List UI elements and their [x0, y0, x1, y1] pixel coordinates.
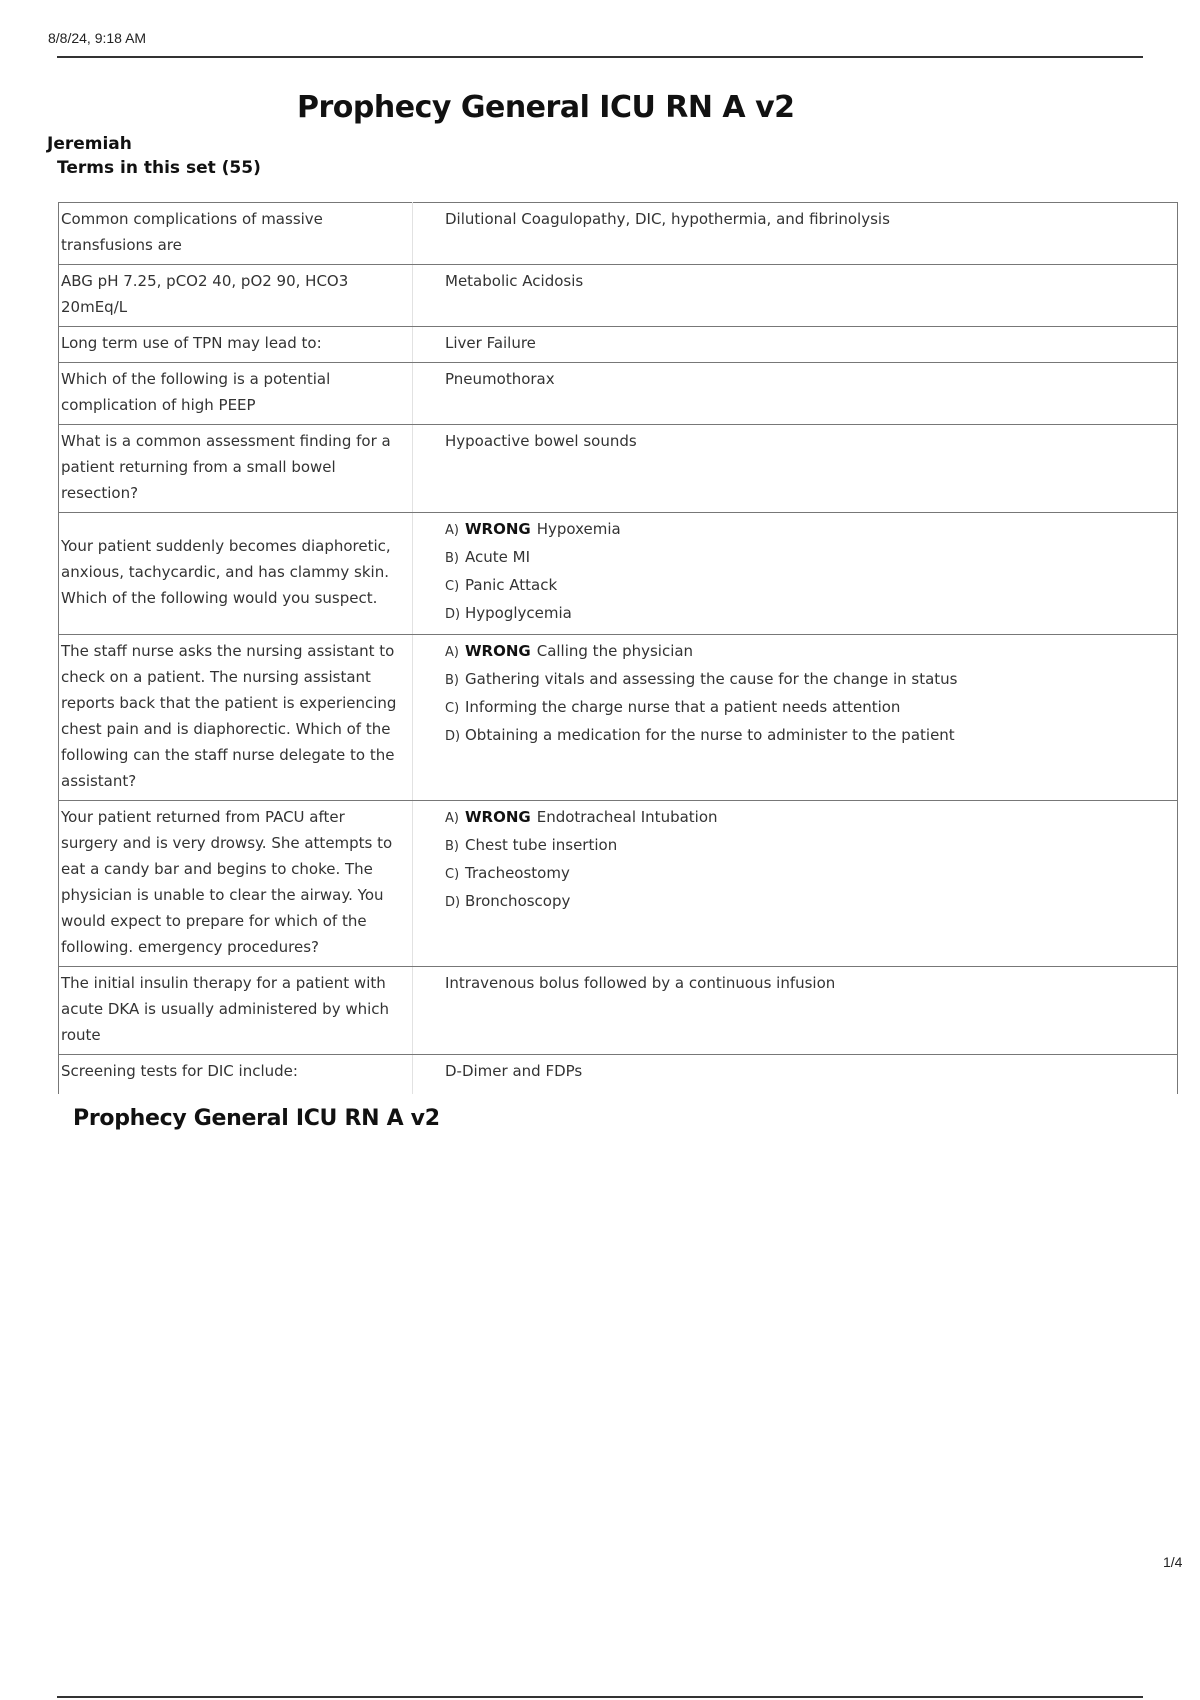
option-letter: A) [445, 645, 459, 660]
table-row [59, 967, 1178, 1055]
term-cell: Common complications of massive transfusions are [59, 203, 413, 265]
answer-option [445, 638, 1177, 666]
wrong-flag: WRONG [465, 808, 531, 826]
table-row [59, 513, 1178, 635]
answer-option [445, 804, 1177, 832]
answer-option [445, 832, 1177, 860]
option-text: Bronchoscopy [465, 892, 571, 910]
term-cell: What is a common assessment finding for a patient returning from a small bowel resection? [59, 425, 413, 513]
definition-cell: Pneumothorax [413, 363, 1178, 425]
option-text: Informing the charge nurse that a patient needs attention [465, 698, 901, 716]
footer-divider [57, 1696, 1143, 1698]
term-cell: Screening tests for DIC include: [59, 1055, 413, 1095]
answer-option [445, 600, 1177, 628]
definition-cell: Intravenous bolus followed by a continuous infusion [413, 967, 1178, 1055]
answer-option [445, 572, 1177, 600]
definition-cell: Hypoactive bowel sounds [413, 425, 1178, 513]
table-row [59, 203, 1178, 265]
table-row [59, 635, 1178, 801]
term-cell: Long term use of TPN may lead to: [59, 327, 413, 363]
option-letter: B) [445, 551, 459, 566]
table-row [59, 265, 1178, 327]
answer-option [445, 722, 1177, 750]
wrong-flag: WRONG [465, 642, 531, 660]
option-text: Acute MI [465, 548, 530, 566]
table-row [59, 363, 1178, 425]
option-text: Hypoxemia [536, 520, 621, 538]
term-cell: ABG pH 7.25, pCO2 40, pO2 90, HCO3 20mEq/L [59, 265, 413, 327]
definition-cell [413, 801, 1178, 967]
page-title: Prophecy General ICU RN A v2 [297, 90, 795, 125]
answer-option [445, 516, 1177, 544]
answer-option [445, 694, 1177, 722]
option-letter: B) [445, 673, 459, 688]
answer-option [445, 666, 1177, 694]
author-name: Jeremiah [47, 134, 132, 154]
option-letter: D) [445, 729, 461, 744]
print-timestamp: 8/8/24, 9:18 AM [48, 30, 147, 46]
option-letter: C) [445, 701, 460, 716]
option-letter: A) [445, 523, 459, 538]
option-text: Tracheostomy [465, 864, 570, 882]
footer-title: Prophecy General ICU RN A v2 [73, 1106, 440, 1131]
table-row [59, 425, 1178, 513]
terms-table [58, 202, 1178, 1094]
answer-option [445, 888, 1177, 916]
option-text: Endotracheal Intubation [536, 808, 718, 826]
header-divider [57, 56, 1143, 58]
answer-option [445, 544, 1177, 572]
term-cell: The initial insulin therapy for a patient with acute DKA is usually administered by which route [59, 967, 413, 1055]
option-text: Hypoglycemia [465, 604, 572, 622]
table-row [59, 801, 1178, 967]
option-text: Calling the physician [536, 642, 694, 660]
definition-cell: Liver Failure [413, 327, 1178, 363]
definition-cell: Metabolic Acidosis [413, 265, 1178, 327]
option-letter: B) [445, 839, 459, 854]
option-text: Gathering vitals and assessing the cause for the change in status [465, 670, 958, 688]
option-letter: D) [445, 607, 461, 622]
option-text: Panic Attack [465, 576, 558, 594]
term-cell: The staff nurse asks the nursing assistant to check on a patient. The nursing assistant reports back that the patient is experiencing chest pain and is diaphorectic. Which of the following can the staff nurse delegate to the assistant? [59, 635, 413, 801]
term-cell: Your patient returned from PACU after surgery and is very drowsy. She attempts to eat a candy bar and begins to choke. The physician is unable to clear the airway. You would expect to prepare for which of the following. emergency procedures? [59, 801, 413, 967]
term-cell: Your patient suddenly becomes diaphoretic, anxious, tachycardic, and has clammy skin. Which of the following would you suspect. [59, 513, 413, 635]
definition-cell: D-Dimer and FDPs [413, 1055, 1178, 1095]
option-letter: C) [445, 867, 460, 882]
page-number: 1/4 [1163, 1554, 1183, 1570]
definition-cell: Dilutional Coagulopathy, DIC, hypothermia, and fibrinolysis [413, 203, 1178, 265]
option-letter: C) [445, 579, 460, 594]
option-letter: A) [445, 811, 459, 826]
wrong-flag: WRONG [465, 520, 531, 538]
answer-option [445, 860, 1177, 888]
definition-cell [413, 513, 1178, 635]
table-row [59, 327, 1178, 363]
terms-count: Terms in this set (55) [57, 158, 261, 178]
table-row [59, 1055, 1178, 1095]
definition-cell [413, 635, 1178, 801]
term-cell: Which of the following is a potential complication of high PEEP [59, 363, 413, 425]
option-text: Chest tube insertion [465, 836, 618, 854]
option-text: Obtaining a medication for the nurse to administer to the patient [465, 726, 955, 744]
option-letter: D) [445, 895, 461, 910]
